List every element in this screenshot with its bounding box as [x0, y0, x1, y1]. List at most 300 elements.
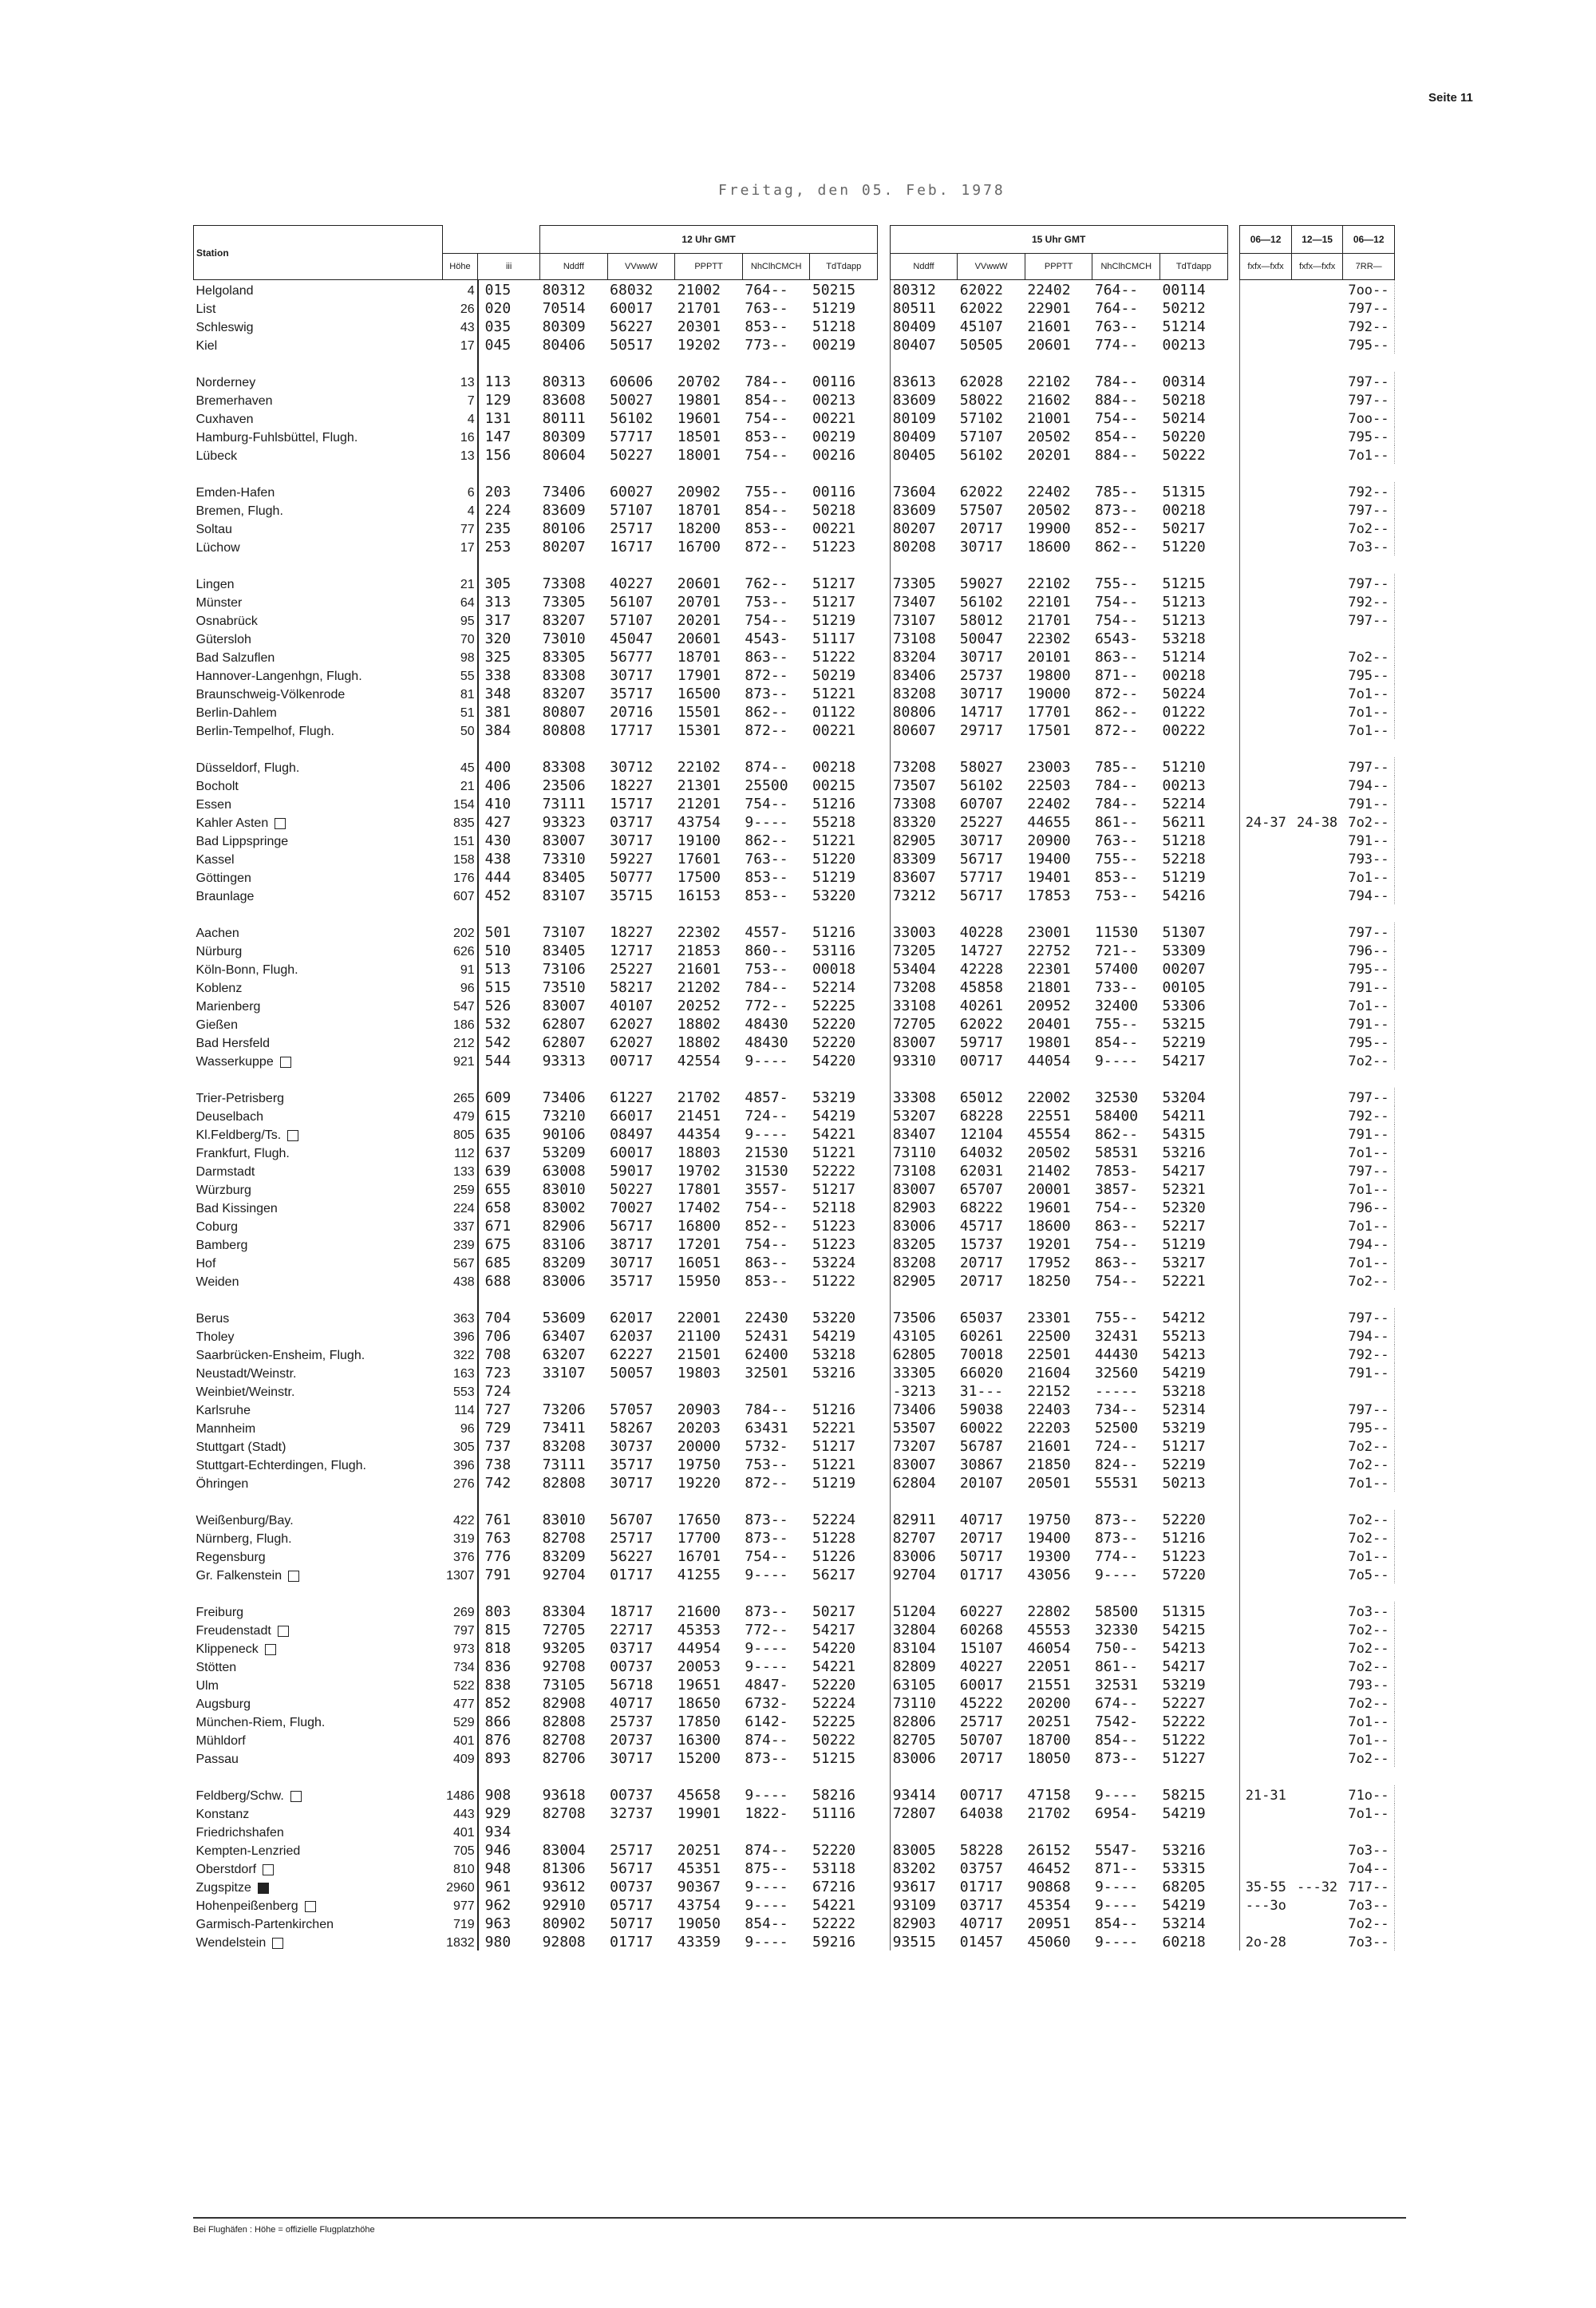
gust-12-15: [1291, 1547, 1343, 1565]
station-height: 322: [442, 1345, 478, 1363]
precip-06-12: 7o1--: [1343, 1473, 1395, 1492]
column-separator: [1227, 757, 1240, 776]
station-index: 761: [484, 1512, 512, 1528]
precip-06-12: 7o3--: [1343, 537, 1395, 555]
station-name: Marienberg: [196, 1000, 261, 1014]
station-height: 2960: [442, 1877, 478, 1895]
station-name-cell: [194, 1180, 443, 1198]
obs-12-group-3: 17850: [677, 1713, 721, 1730]
obs-15-group-5: 54216: [1162, 887, 1206, 904]
column-separator: [878, 941, 891, 959]
gust-12-15: [1291, 537, 1343, 555]
precip-06-12: 7o3--: [1343, 1932, 1395, 1950]
obs-15-group-2: 65037: [959, 1310, 1003, 1326]
column-separator: [1227, 1363, 1240, 1381]
obs-12-group-4: 763--: [745, 851, 788, 867]
station-height: 50: [442, 721, 478, 739]
station-name-cell: [194, 666, 443, 684]
station-name-cell: [194, 372, 443, 390]
column-separator: [878, 1749, 891, 1767]
obs-12-group-3: 20252: [677, 998, 721, 1014]
station-name: Weißenburg/Bay.: [196, 1514, 294, 1527]
obs-15-group-2: 60268: [959, 1622, 1003, 1638]
obs-15-group-4: 754--: [1094, 410, 1139, 427]
obs-15-group-5: 60218: [1162, 1934, 1206, 1950]
obs-15-group-1: 83005: [892, 1842, 936, 1859]
column-separator: [1227, 1308, 1240, 1326]
station-name-cell: [194, 1106, 443, 1124]
obs-12-group-4: 863--: [745, 649, 788, 666]
obs-12-group-2: 03717: [610, 814, 654, 831]
station-row: [194, 1143, 1395, 1161]
obs-12-group-2: 20716: [610, 704, 654, 721]
station-height: 443: [442, 1804, 478, 1822]
station-name-cell: [194, 684, 443, 702]
obs-12-group-2: 61227: [610, 1089, 654, 1106]
obs-15-group-4: 754--: [1094, 594, 1139, 611]
gust-12-15: [1291, 1473, 1343, 1492]
obs-15-group-2: 68222: [959, 1199, 1003, 1216]
station-name-cell: [194, 1528, 443, 1547]
station-name: Neustadt/Weinstr.: [196, 1367, 297, 1381]
station-height: 77: [442, 519, 478, 537]
station-height: 265: [442, 1088, 478, 1106]
obs-15-group-5: 54315: [1162, 1126, 1206, 1143]
obs-15-group-1: 80405: [892, 447, 936, 464]
obs-15-group-3: 20502: [1027, 502, 1071, 519]
obs-15-group-3: 21602: [1027, 392, 1071, 409]
obs-12-group-2: 03717: [610, 1640, 654, 1657]
station-index: 635: [484, 1126, 512, 1143]
obs-12-group-1: 83609: [542, 502, 586, 519]
obs-15-group-5: 54211: [1162, 1108, 1206, 1124]
station-name: Freudenstadt: [196, 1624, 271, 1638]
station-index: 515: [484, 979, 512, 996]
obs-15-group-4: 824--: [1094, 1456, 1139, 1473]
obs-15-group-1: 93617: [892, 1879, 936, 1895]
obs-12-group-4: 873--: [745, 1512, 788, 1528]
obs-15-group-2: 62022: [959, 300, 1003, 317]
obs-15-group-1: 83104: [892, 1640, 936, 1657]
column-separator: [878, 1106, 891, 1124]
obs-12-group-2: 45047: [610, 630, 654, 647]
station-name: Karlsruhe: [196, 1404, 251, 1417]
station-row: [194, 1455, 1395, 1473]
station-row: [194, 757, 1395, 776]
obs-12-group-2: 16717: [610, 539, 654, 555]
station-name-cell: [194, 978, 443, 996]
obs-15-group-5: 51315: [1162, 484, 1206, 500]
obs-12-group-4: 853--: [745, 318, 788, 335]
obs-15-group-2: 57107: [959, 429, 1003, 445]
obs-12-group-1: 93612: [542, 1879, 586, 1895]
gust-06-12: [1240, 574, 1292, 592]
obs-12-group-2: 35717: [610, 1456, 654, 1473]
obs-15-group-2: 45717: [959, 1218, 1003, 1235]
obs-12-group-1: 53609: [542, 1310, 586, 1326]
obs-15-group-1: 83609: [892, 502, 936, 519]
station-row: [194, 1124, 1395, 1143]
obs-15-group-3: 20501: [1027, 1475, 1071, 1492]
obs-12-group-3: 20701: [677, 594, 721, 611]
station-row: [194, 1932, 1395, 1950]
gust-06-12: [1240, 1712, 1292, 1730]
obs-15-group-2: 45107: [959, 318, 1003, 335]
column-separator: [1227, 1840, 1240, 1859]
column-separator: [1227, 666, 1240, 684]
station-index: 980: [484, 1934, 512, 1950]
station-index: 688: [484, 1273, 512, 1290]
column-separator: [878, 1877, 891, 1895]
obs-15-group-3: [1025, 1822, 1092, 1840]
obs-15-group-1: 80409: [892, 318, 936, 335]
station-height: 438: [442, 1271, 478, 1290]
obs-12-group-5: [810, 1381, 878, 1400]
station-height: 276: [442, 1473, 478, 1492]
column-separator: [878, 794, 891, 812]
obs-15-group-3: 23003: [1027, 759, 1071, 776]
obs-12-group-2: 25717: [610, 1530, 654, 1547]
obs-15-group-2: 50505: [959, 337, 1003, 354]
column-separator: [1227, 1547, 1240, 1565]
precip-06-12: [1343, 1822, 1395, 1840]
column-separator: [878, 537, 891, 555]
station-index: 639: [484, 1163, 512, 1180]
precip-06-12: 7o4--: [1343, 1859, 1395, 1877]
obs-12-group-2: 25737: [610, 1713, 654, 1730]
station-row: [194, 592, 1395, 611]
obs-12-group-1: 80111: [542, 410, 586, 427]
column-separator: [878, 1143, 891, 1161]
table-body: [194, 280, 1395, 1951]
station-row: [194, 647, 1395, 666]
obs-12-group-5: 52220: [812, 1034, 856, 1051]
station-index: 671: [484, 1218, 512, 1235]
observation-grid: [193, 225, 1395, 1950]
station-index: 876: [484, 1732, 512, 1749]
station-name: Bremen, Flugh.: [196, 504, 283, 518]
station-name-cell: [194, 867, 443, 886]
obs-12-group-1: 73107: [542, 924, 586, 941]
gust-06-12: [1240, 1675, 1292, 1693]
obs-12-group-3: 20902: [677, 484, 721, 500]
station-row: [194, 1198, 1395, 1216]
gust-12-15: [1291, 941, 1343, 959]
station-name: Gr. Falkenstein: [196, 1569, 282, 1583]
gust-12-15: [1291, 959, 1343, 978]
obs-12-group-1: 63207: [542, 1346, 586, 1363]
station-name-cell: [194, 1143, 443, 1161]
gust-12-15: [1291, 757, 1343, 776]
obs-15-group-1: 33108: [892, 998, 936, 1014]
precip-06-12: 796--: [1343, 941, 1395, 959]
gust-06-12: 24-37: [1245, 815, 1286, 831]
gust-06-12: [1240, 1547, 1292, 1565]
obs-12-group-3: 20203: [677, 1420, 721, 1437]
obs-15-group-3: 20951: [1027, 1915, 1071, 1932]
obs-12-group-2: 38717: [610, 1236, 654, 1253]
station-height: 805: [442, 1124, 478, 1143]
station-height: 363: [442, 1308, 478, 1326]
station-name-cell: [194, 317, 443, 335]
obs-15-group-4: -----: [1094, 1383, 1139, 1400]
station-name-cell: [194, 1418, 443, 1437]
obs-15-group-5: 00218: [1162, 667, 1206, 684]
station-name-cell: [194, 996, 443, 1014]
obs-15-group-2: 03717: [959, 1897, 1003, 1914]
obs-12-group-2: 60017: [610, 300, 654, 317]
gust-06-12: [1240, 1381, 1292, 1400]
obs-12-group-3: 17402: [677, 1199, 721, 1216]
station-row: [194, 1565, 1395, 1583]
obs-15-group-2: 20717: [959, 1530, 1003, 1547]
obs-12-group-1: 92704: [542, 1567, 586, 1583]
obs-15-group-1: 93414: [892, 1787, 936, 1804]
column-separator: [878, 1235, 891, 1253]
obs-12-group-3: 16800: [677, 1218, 721, 1235]
column-separator: [878, 574, 891, 592]
station-name: Berus: [196, 1312, 230, 1326]
precip-06-12: 7o5--: [1343, 1565, 1395, 1583]
obs-12-group-5: 52222: [812, 1163, 856, 1180]
obs-15-group-5: 54213: [1162, 1346, 1206, 1363]
precip-06-12: 797--: [1343, 372, 1395, 390]
obs-15-group-5: 53217: [1162, 1255, 1206, 1271]
obs-15-group-1: 83006: [892, 1218, 936, 1235]
station-row: [194, 1473, 1395, 1492]
station-height: 607: [442, 886, 478, 904]
obs-15-group-5: 50217: [1162, 520, 1206, 537]
station-row: [194, 1033, 1395, 1051]
gust-06-12: [1240, 1565, 1292, 1583]
obs-12-group-3: 19801: [677, 392, 721, 409]
station-name: Saarbrücken-Ensheim, Flugh.: [196, 1349, 365, 1362]
obs-15-group-5: 00114: [1162, 282, 1206, 298]
column-separator: [878, 1180, 891, 1198]
obs-12-group-1: 80604: [542, 447, 586, 464]
gust-12-15: [1291, 923, 1343, 941]
column-separator: [1227, 592, 1240, 611]
station-name-cell: [194, 1161, 443, 1180]
station-height: 305: [442, 1437, 478, 1455]
obs-15-group-3: 20502: [1027, 429, 1071, 445]
obs-12-group-4: 4857-: [745, 1089, 788, 1106]
obs-12-group-3: 20702: [677, 373, 721, 390]
obs-12-group-4: 9----: [745, 1658, 788, 1675]
obs-15-group-2: 60261: [959, 1328, 1003, 1345]
station-row: [194, 298, 1395, 317]
obs-12-group-4: 9----: [745, 1640, 788, 1657]
precip-06-12: 7o3--: [1343, 1602, 1395, 1620]
station-index: 444: [484, 869, 512, 886]
column-separator: [1227, 1565, 1240, 1583]
obs-15-group-1: 80511: [892, 300, 936, 317]
obs-15-group-2: 25717: [959, 1713, 1003, 1730]
column-separator: [878, 1638, 891, 1657]
column-separator: [878, 445, 891, 464]
precip-06-12: 7o1--: [1343, 996, 1395, 1014]
gust-12-15: [1291, 500, 1343, 519]
station-name-cell: [194, 592, 443, 611]
gust-12-15: [1291, 298, 1343, 317]
station-name: Passau: [196, 1753, 239, 1766]
station-name-cell: [194, 1565, 443, 1583]
obs-15-group-3: 22102: [1027, 575, 1071, 592]
obs-12-group-4: 62400: [745, 1346, 788, 1363]
station-row: [194, 1528, 1395, 1547]
station-name: Hannover-Langenhgn, Flugh.: [196, 670, 362, 683]
column-separator: [878, 629, 891, 647]
precip-06-12: 795--: [1343, 666, 1395, 684]
station-height: 376: [442, 1547, 478, 1565]
obs-12-group-2: [607, 1381, 675, 1400]
station-name: Braunschweig-Völkenrode: [196, 688, 346, 701]
station-name: Berlin-Tempelhof, Flugh.: [196, 725, 334, 738]
obs-15-group-1: 73110: [892, 1695, 936, 1712]
station-name-cell: [194, 1326, 443, 1345]
obs-15-group-3: 45553: [1027, 1622, 1071, 1638]
station-name-cell: [194, 1308, 443, 1326]
obs-15-group-4: 764--: [1094, 282, 1139, 298]
column-separator: [1227, 1014, 1240, 1033]
precip-06-12: 7o2--: [1343, 1271, 1395, 1290]
station-row: [194, 390, 1395, 409]
column-separator: [1227, 1657, 1240, 1675]
obs-15-group-4: 862--: [1094, 1126, 1139, 1143]
obs-12-group-4: 724--: [745, 1108, 788, 1124]
obs-12-group-2: 30717: [610, 1255, 654, 1271]
gust-06-12: [1240, 1804, 1292, 1822]
column-separator: [878, 592, 891, 611]
station-height: 529: [442, 1712, 478, 1730]
obs-15-group-4: 884--: [1094, 447, 1139, 464]
obs-12-group-1: 83010: [542, 1181, 586, 1198]
station-name: Hof: [196, 1257, 216, 1271]
obs-15-group-3: 90868: [1027, 1879, 1071, 1895]
column-separator: [1227, 1271, 1240, 1290]
obs-15-group-3: 19400: [1027, 1530, 1071, 1547]
obs-12-group-3: 19220: [677, 1475, 721, 1492]
obs-15-group-5: 51227: [1162, 1750, 1206, 1767]
obs-12-group-3: 45353: [677, 1622, 721, 1638]
obs-15-group-5: 52320: [1162, 1199, 1206, 1216]
obs-12-group-3: 19202: [677, 337, 721, 354]
gust-06-12: [1240, 1271, 1292, 1290]
station-name-cell: [194, 794, 443, 812]
gust-06-12: [1240, 629, 1292, 647]
column-separator: [878, 1510, 891, 1528]
column-separator: [1227, 1033, 1240, 1051]
column-separator: [878, 409, 891, 427]
gust-12-15: [1291, 1400, 1343, 1418]
station-height: 810: [442, 1859, 478, 1877]
obs-15-group-5: 50212: [1162, 300, 1206, 317]
precip-06-12: 792--: [1343, 1106, 1395, 1124]
obs-12-group-2: 12717: [610, 943, 654, 959]
station-name-cell: [194, 1547, 443, 1565]
obs-12-group-1: 93205: [542, 1640, 586, 1657]
obs-12-group-3: 16500: [677, 686, 721, 702]
obs-12-group-5: 54220: [812, 1053, 856, 1069]
obs-12-group-2: 56227: [610, 1548, 654, 1565]
obs-12-group-3: 15950: [677, 1273, 721, 1290]
gust-12-15: [1291, 1620, 1343, 1638]
obs-12-group-1: 93323: [542, 814, 586, 831]
precip-06-12: 7o1--: [1343, 1547, 1395, 1565]
station-height: 1832: [442, 1932, 478, 1950]
column-separator: [1227, 409, 1240, 427]
obs-15-group-1: 83320: [892, 814, 936, 831]
obs-12-group-2: 60606: [610, 373, 654, 390]
obs-12-group-5: 00116: [812, 484, 856, 500]
obs-12-group-1: 73308: [542, 575, 586, 592]
obs-15-group-3: 22301: [1027, 961, 1071, 978]
gust-06-12: [1240, 1106, 1292, 1124]
station-name-cell: [194, 1400, 443, 1418]
col-12-3: PPPTT: [675, 254, 743, 280]
station-name: Coburg: [196, 1220, 238, 1234]
gust-12-15: [1291, 409, 1343, 427]
gust-12-15: [1291, 831, 1343, 849]
station-height: 7: [442, 390, 478, 409]
obs-15-group-1: 73305: [892, 575, 936, 592]
station-height: 396: [442, 1326, 478, 1345]
obs-12-group-5: 52214: [812, 979, 856, 996]
obs-12-group-5: 52224: [812, 1512, 856, 1528]
obs-12-group-3: 43754: [677, 1897, 721, 1914]
obs-12-group-1: [540, 1822, 608, 1840]
column-separator: [878, 1437, 891, 1455]
obs-15-group-5: 50214: [1162, 410, 1206, 427]
obs-12-group-5: 53224: [812, 1255, 856, 1271]
obs-15-group-5: 53216: [1162, 1842, 1206, 1859]
obs-15-group-4: 763--: [1094, 318, 1139, 335]
station-height: 133: [442, 1161, 478, 1180]
obs-15-group-4: 872--: [1094, 722, 1139, 739]
obs-12-group-3: 20301: [677, 318, 721, 335]
station-height: 547: [442, 996, 478, 1014]
obs-12-group-4: 4557-: [745, 924, 788, 941]
station-name: Bad Kissingen: [196, 1202, 278, 1215]
column-separator: [878, 1712, 891, 1730]
station-index: 320: [484, 630, 512, 647]
station-name-cell: [194, 1840, 443, 1859]
obs-12-group-4: 6142-: [745, 1713, 788, 1730]
station-name-cell: [194, 1363, 443, 1381]
column-separator: [1227, 1143, 1240, 1161]
gust-12-15: [1291, 1271, 1343, 1290]
col-12-1: Nddff: [540, 254, 608, 280]
column-separator: [878, 1418, 891, 1437]
station-name: Göttingen: [196, 871, 251, 885]
station-row: [194, 317, 1395, 335]
station-height: 1486: [442, 1785, 478, 1804]
station-height: 81: [442, 684, 478, 702]
obs-12-group-4: 52431: [745, 1328, 788, 1345]
precip-06-12: 795--: [1343, 335, 1395, 354]
station-row: [194, 1106, 1395, 1124]
obs-15-group-3: 21601: [1027, 318, 1071, 335]
obs-15-group-5: 52221: [1162, 1273, 1206, 1290]
obs-15-group-1: [890, 1822, 958, 1840]
obs-15-group-3: 45354: [1027, 1897, 1071, 1914]
obs-15-group-2: 68228: [959, 1108, 1003, 1124]
column-separator: [878, 482, 891, 500]
station-name-cell: [194, 776, 443, 794]
obs-15-group-5: 53215: [1162, 1016, 1206, 1033]
gust-06-12: [1240, 1088, 1292, 1106]
station-height: 835: [442, 812, 478, 831]
